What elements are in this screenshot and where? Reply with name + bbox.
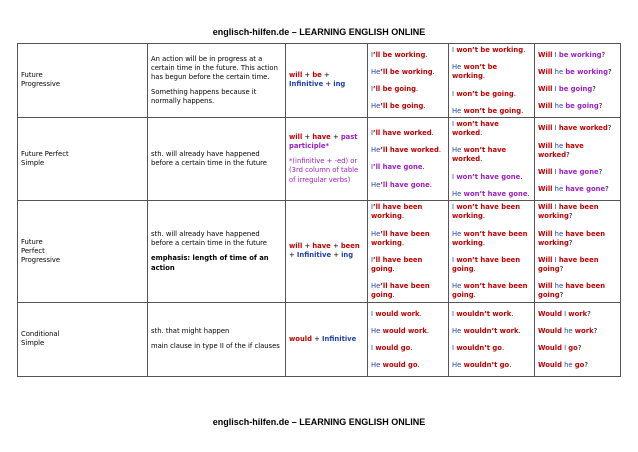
affirmative-examples: I’ll be working. He’ll be working. I’ll be going. He’ll be going. <box>368 44 449 118</box>
tense-form: will + be + Infinitive + ing <box>286 44 368 118</box>
negative-examples: I won’t be working. He won’t be working. I won’t be going. He won’t be going. <box>449 44 535 118</box>
tense-name: Future Perfect Simple <box>18 117 148 200</box>
question-examples: Will I have been working? Will he have been working? Will I have been going? Will he have been going? <box>535 200 621 302</box>
table-row <box>18 302 621 376</box>
table-row <box>18 44 621 118</box>
affirmative-examples: I would work. He would work. I would go. He would go. <box>368 302 449 376</box>
table-row <box>18 200 621 302</box>
affirmative-examples: I’ll have been working. He’ll have been working. I’ll have been going. He’ll have been going. <box>368 200 449 302</box>
negative-examples: I won’t have worked. He won’t have worked. I won’t have gone. He won’t have gone. <box>449 117 535 200</box>
negative-examples: I wouldn’t work. He wouldn’t work. I wouldn’t go. He wouldn’t go. <box>449 302 535 376</box>
negative-examples: I won’t have been working. He won’t have been working. I won’t have been going. He won’t have been going. <box>449 200 535 302</box>
tense-name: Future Perfect Progressive <box>18 200 148 302</box>
tense-description: An action will be in progress at a certain time in the future. This action has begun before the certain time. Something happens because it normally happens. <box>148 44 286 118</box>
question-examples: Will I be working? Will he be working? Will I be going? Will he be going? <box>535 44 621 118</box>
question-examples: Would I work? Would he work? Would I go? Would he go? <box>535 302 621 376</box>
affirmative-examples: I’ll have worked. He’ll have worked. I’ll have gone. He’ll have gone. <box>368 117 449 200</box>
page-header: englisch-hilfen.de – LEARNING ENGLISH ONLINE <box>212 27 426 37</box>
tense-description: sth. that might happen main clause in type II of the if clauses <box>148 302 286 376</box>
tense-description: sth. will already have happened before a certain time in the future emphasis: length of time of an action <box>148 200 286 302</box>
tense-description: sth. will already have happened before a certain time in the future <box>148 117 286 200</box>
tense-form: will + have + been + Infinitive + ing <box>286 200 368 302</box>
tense-form: would + Infinitive <box>286 302 368 376</box>
tense-name: Future Progressive <box>18 44 148 118</box>
tense-form: will + have + past participle* *(infinitive + -ed) or (3rd column of table of irregular verbs) <box>286 117 368 200</box>
page-footer: englisch-hilfen.de – LEARNING ENGLISH ONLINE <box>212 417 426 427</box>
tense-name: Conditional Simple <box>18 302 148 376</box>
question-examples: Will I have worked? Will he have worked? Will I have gone? Will he have gone? <box>535 117 621 200</box>
table-row <box>18 117 621 200</box>
tense-table <box>17 43 621 377</box>
